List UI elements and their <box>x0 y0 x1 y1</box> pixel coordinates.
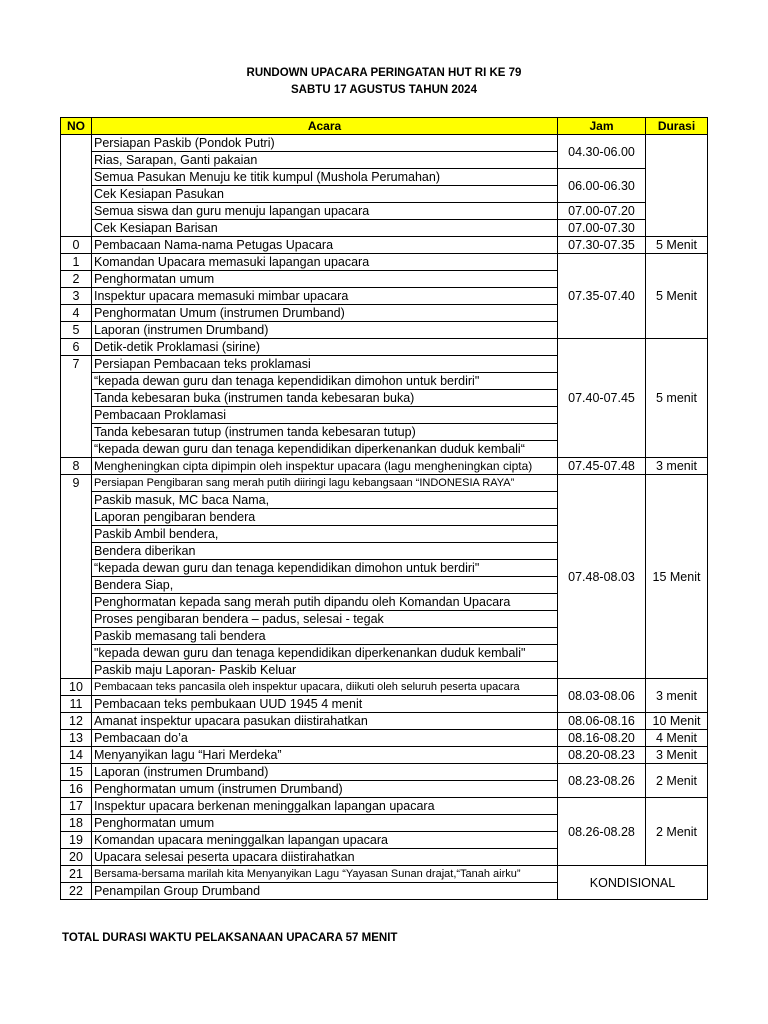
table-row <box>61 458 708 475</box>
row-acara: Penghormatan Umum (instrumen Drumband) <box>92 305 558 322</box>
table-row <box>61 747 708 764</box>
row-no: 22 <box>61 883 92 900</box>
row-acara: Persiapan Pembacaan teks proklamasi <box>92 356 558 373</box>
row-acara: Penghormatan kepada sang merah putih dipandu oleh Komandan Upacara <box>92 594 558 611</box>
row-acara: Tanda kebesaran buka (instrumen tanda kebesaran buka) <box>92 390 558 407</box>
row-acara: Mengheningkan cipta dipimpin oleh inspektur upacara (lagu mengheningkan cipta) <box>92 458 558 475</box>
row-acara: Pembacaan Proklamasi <box>92 407 558 424</box>
row-jam: 08.20-08.23 <box>558 747 646 764</box>
row-no: 11 <box>61 696 92 713</box>
row-acara: Penghormatan umum <box>92 271 558 288</box>
row-jam: 08.03-08.06 <box>558 679 646 713</box>
table-row <box>61 713 708 730</box>
row-durasi: 3 menit <box>646 458 708 475</box>
row-acara: Komandan Upacara memasuki lapangan upacara <box>92 254 558 271</box>
row-durasi: 15 Menit <box>646 475 708 679</box>
row-acara: Pembacaan Nama-nama Petugas Upacara <box>92 237 558 254</box>
row-no: 21 <box>61 866 92 883</box>
row-acara: Amanat inspektur upacara pasukan diistirahatkan <box>92 713 558 730</box>
row-no: 18 <box>61 815 92 832</box>
row-acara: “kepada dewan guru dan tenaga kependidikan dimohon untuk berdiri" <box>92 560 558 577</box>
row-no: 12 <box>61 713 92 730</box>
row-no <box>61 135 92 237</box>
row-no: 17 <box>61 798 92 815</box>
table-row <box>61 730 708 747</box>
row-acara: Paskib memasang tali bendera <box>92 628 558 645</box>
row-jam: 08.26-08.28 <box>558 798 646 866</box>
row-acara: Pembacaan teks pancasila oleh inspektur upacara, diikuti oleh seluruh peserta upacara <box>92 679 558 696</box>
row-durasi: 5 menit <box>646 339 708 458</box>
row-no: 19 <box>61 832 92 849</box>
kondisional-cell: KONDISIONAL <box>558 866 708 900</box>
document-subtitle: SABTU 17 AGUSTUS TAHUN 2024 <box>291 84 477 96</box>
row-no: 15 <box>61 764 92 781</box>
row-acara: Inspektur upacara memasuki mimbar upacara <box>92 288 558 305</box>
row-acara: Penghormatan umum <box>92 815 558 832</box>
row-acara: Semua Pasukan Menuju ke titik kumpul (Mushola Perumahan) <box>92 169 558 186</box>
row-durasi: 2 Menit <box>646 764 708 798</box>
table-header-row <box>61 118 708 135</box>
row-acara: Proses pengibaran bendera – padus, selesai - tegak <box>92 611 558 628</box>
row-jam: 07.35-07.40 <box>558 254 646 339</box>
row-acara: Laporan pengibaran bendera <box>92 509 558 526</box>
table-row <box>61 798 708 815</box>
header-jam: Jam <box>558 118 646 135</box>
row-acara: Laporan (instrumen Drumband) <box>92 764 558 781</box>
table-row <box>61 475 708 492</box>
row-jam: 07.00-07.30 <box>558 220 646 237</box>
row-acara: Pembacaan do’a <box>92 730 558 747</box>
row-jam: 07.30-07.35 <box>558 237 646 254</box>
row-acara: Penampilan Group Drumband <box>92 883 558 900</box>
table-row <box>61 237 708 254</box>
row-durasi: 10 Menit <box>646 713 708 730</box>
table-row <box>61 220 708 237</box>
row-acara: Detik-detik Proklamasi (sirine) <box>92 339 558 356</box>
row-durasi: 3 menit <box>646 679 708 713</box>
row-acara: Paskib masuk, MC baca Nama, <box>92 492 558 509</box>
row-jam: 04.30-06.00 <box>558 135 646 169</box>
table-row <box>61 254 708 271</box>
row-no: 7 <box>61 356 92 458</box>
row-no: 8 <box>61 458 92 475</box>
row-acara: Komandan upacara meninggalkan lapangan upacara <box>92 832 558 849</box>
row-durasi: 5 Menit <box>646 237 708 254</box>
table-row <box>61 866 708 883</box>
row-acara: Bendera Siap, <box>92 577 558 594</box>
row-acara: Persiapan Pengibaran sang merah putih diiringi lagu kebangsaan “INDONESIA RAYA” <box>92 475 558 492</box>
row-acara: Persiapan Paskib (Pondok Putri) <box>92 135 558 152</box>
row-acara: “kepada dewan guru dan tenaga kependidikan dimohon untuk berdiri" <box>92 373 558 390</box>
row-acara: Paskib Ambil bendera, <box>92 526 558 543</box>
header-acara: Acara <box>92 118 558 135</box>
row-acara: Tanda kebesaran tutup (instrumen tanda kebesaran tutup) <box>92 424 558 441</box>
row-jam: 08.23-08.26 <box>558 764 646 798</box>
table-row <box>61 169 708 186</box>
table-row <box>61 135 708 152</box>
row-acara: Cek Kesiapan Barisan <box>92 220 558 237</box>
row-jam: 08.16-08.20 <box>558 730 646 747</box>
row-no: 2 <box>61 271 92 288</box>
row-acara: Inspektur upacara berkenan meninggalkan lapangan upacara <box>92 798 558 815</box>
document-title: RUNDOWN UPACARA PERINGATAN HUT RI KE 79 <box>246 67 522 79</box>
table-row <box>61 764 708 781</box>
row-no: 4 <box>61 305 92 322</box>
row-jam: 07.40-07.45 <box>558 339 646 458</box>
row-jam: 07.45-07.48 <box>558 458 646 475</box>
row-acara: Pembacaan teks pembukaan UUD 1945 4 menit <box>92 696 558 713</box>
row-acara: Semua siswa dan guru menuju lapangan upacara <box>92 203 558 220</box>
row-no: 6 <box>61 339 92 356</box>
row-no: 13 <box>61 730 92 747</box>
row-acara: Penghormatan umum (instrumen Drumband) <box>92 781 558 798</box>
row-acara: Rias, Sarapan, Ganti pakaian <box>92 152 558 169</box>
header-durasi: Durasi <box>646 118 708 135</box>
row-durasi <box>646 135 708 237</box>
table-row <box>61 339 708 356</box>
row-acara: "kepada dewan guru dan tenaga kependidikan diperkenankan duduk kembali" <box>92 645 558 662</box>
row-no: 5 <box>61 322 92 339</box>
row-no: 14 <box>61 747 92 764</box>
row-durasi: 3 Menit <box>646 747 708 764</box>
row-acara: Paskib maju Laporan- Paskib Keluar <box>92 662 558 679</box>
row-jam: 06.00-06.30 <box>558 169 646 203</box>
row-durasi: 2 Menit <box>646 798 708 866</box>
row-no: 3 <box>61 288 92 305</box>
row-acara: Bendera diberikan <box>92 543 558 560</box>
row-no: 0 <box>61 237 92 254</box>
row-no: 16 <box>61 781 92 798</box>
row-acara: “kepada dewan guru dan tenaga kependidikan diperkenankan duduk kembali“ <box>92 441 558 458</box>
row-jam: 08.06-08.16 <box>558 713 646 730</box>
row-jam: 07.48-08.03 <box>558 475 646 679</box>
row-no: 20 <box>61 849 92 866</box>
row-acara: Laporan (instrumen Drumband) <box>92 322 558 339</box>
header-no: NO <box>61 118 92 135</box>
row-no: 10 <box>61 679 92 696</box>
row-acara: Bersama-bersama marilah kita Menyanyikan Lagu “Yayasan Sunan drajat,“Tanah airku” <box>92 866 558 883</box>
row-acara: Upacara selesai peserta upacara diistirahatkan <box>92 849 558 866</box>
row-no: 1 <box>61 254 92 271</box>
table-row <box>61 679 708 696</box>
row-acara: Menyanyikan lagu “Hari Merdeka” <box>92 747 558 764</box>
row-durasi: 4 Menit <box>646 730 708 747</box>
row-acara: Cek Kesiapan Pasukan <box>92 186 558 203</box>
row-jam: 07.00-07.20 <box>558 203 646 220</box>
table-row <box>61 203 708 220</box>
row-durasi: 5 Menit <box>646 254 708 339</box>
row-no: 9 <box>61 475 92 679</box>
rundown-table <box>60 117 708 900</box>
total-duration-note: TOTAL DURASI WAKTU PELAKSANAAN UPACARA 57 MENIT <box>62 932 398 944</box>
